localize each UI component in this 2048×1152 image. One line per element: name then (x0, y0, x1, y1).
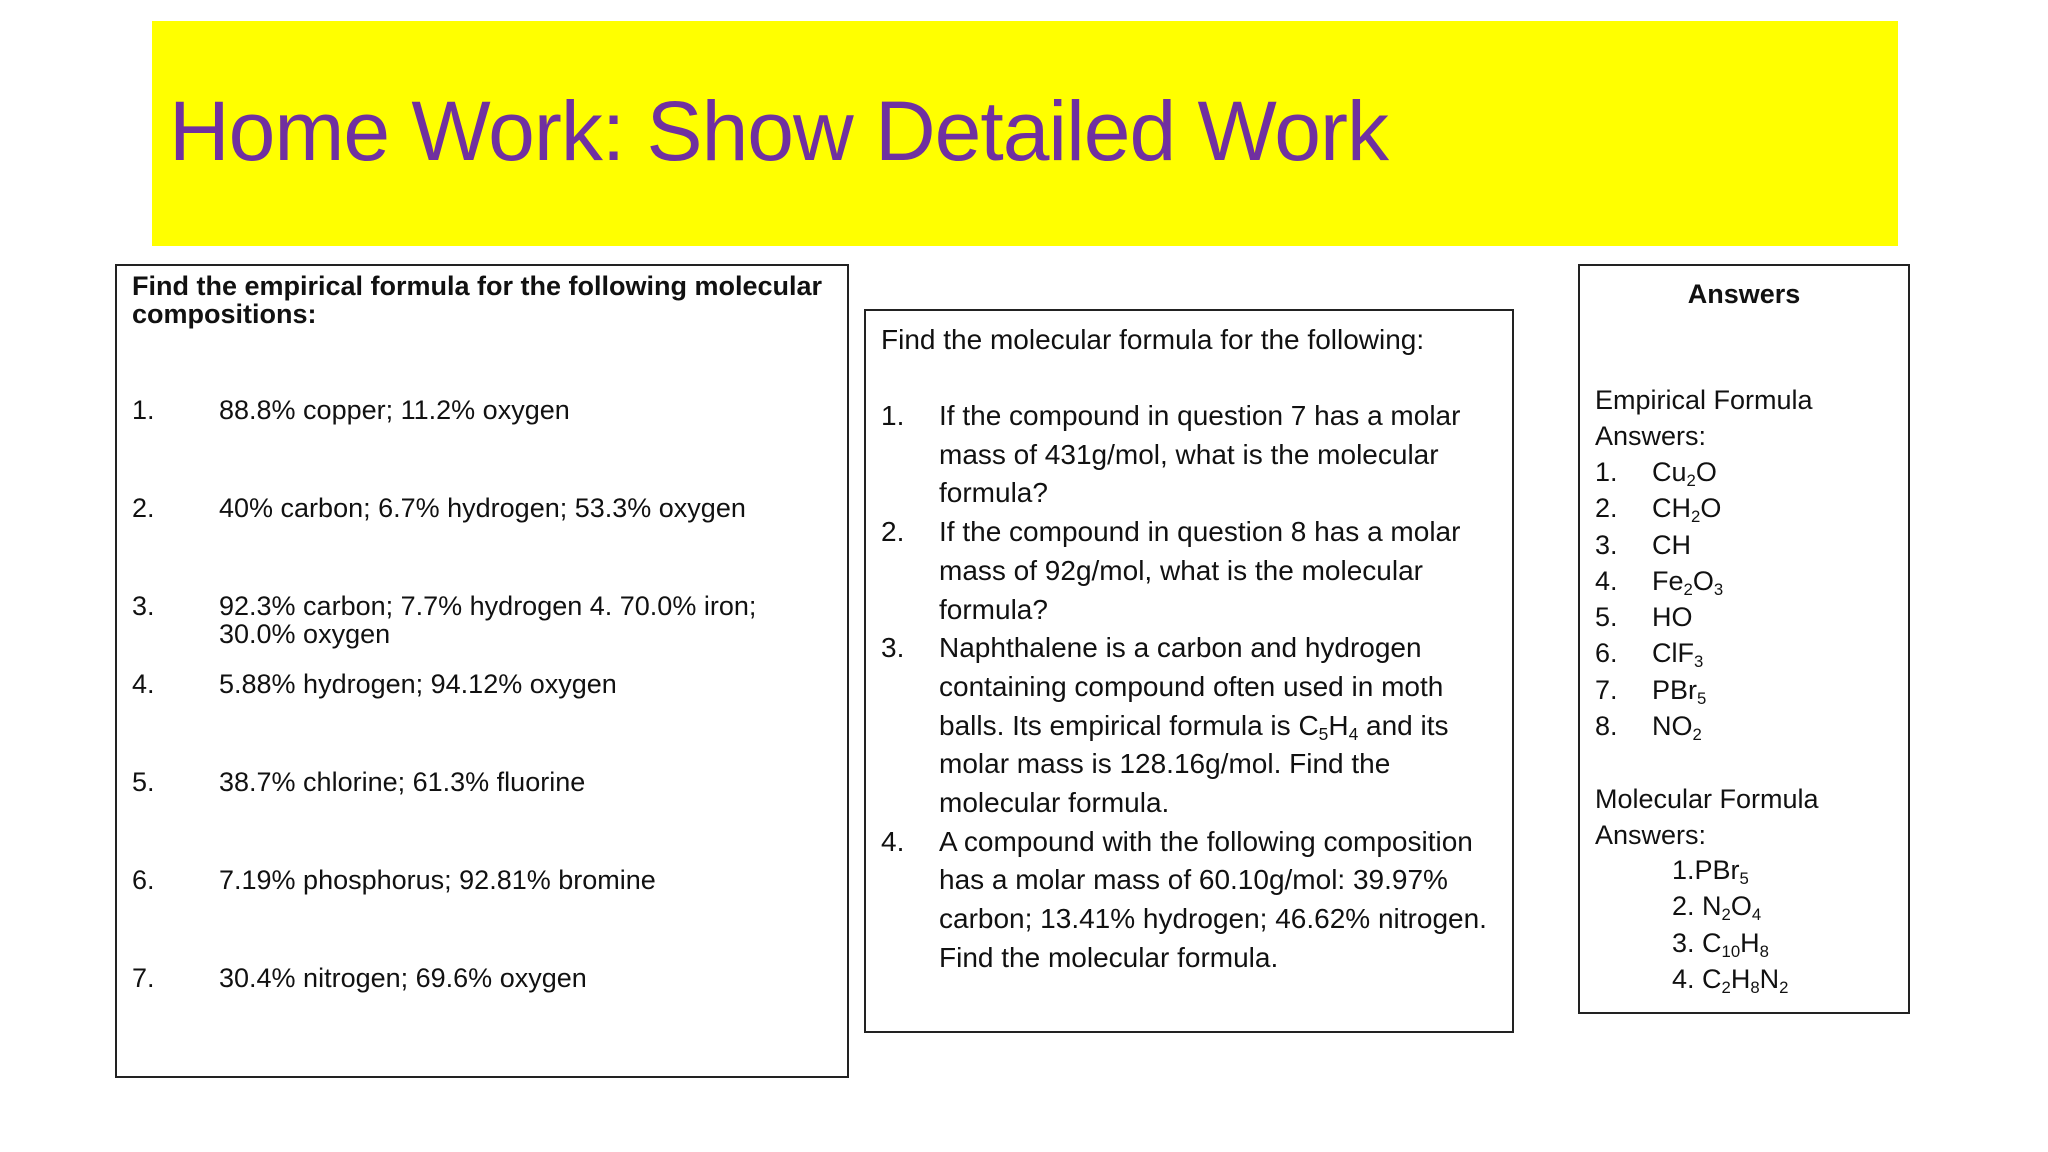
molecular-questions-box (864, 309, 1514, 1033)
molecular-heading: Find the molecular formula for the following: (881, 324, 1425, 355)
list-item (1595, 527, 1723, 563)
chemical-formula: $C_5H_4$ (1298, 709, 1359, 744)
item-number: 7. (1595, 674, 1618, 705)
item-number: 5. (1595, 602, 1618, 633)
item-text: 30.4% nitrogen; 69.6% oxygen (219, 963, 587, 993)
chemical-formula: $CH_2O$ (1652, 493, 1722, 527)
item-number: 4. (1672, 963, 1703, 994)
item-number: 4. (132, 669, 155, 699)
empirical-heading: Find the empirical formula for the following molecular compositions: (132, 271, 823, 329)
list-item (1672, 888, 1788, 924)
item-number: 5. (132, 767, 155, 797)
item-number: 8. (1595, 711, 1618, 742)
molecular-answers-label: Molecular Formula Answers: (1595, 784, 1819, 850)
item-text: If the compound in question 7 has a molar mass of 431g/mol, what is the molecular formula? (939, 400, 1461, 509)
chemical-formula: $C_{10}H_8$ (1702, 927, 1769, 961)
item-number: 3. (1595, 529, 1618, 560)
molecular-question-list (881, 397, 1501, 978)
item-text: 5.88% hydrogen; 94.12% oxygen (219, 669, 617, 699)
list-item (881, 629, 1501, 823)
item-number: 4. (881, 825, 905, 857)
answers-title: Answers (1687, 279, 1801, 309)
item-number: 3. (881, 632, 905, 664)
empirical-questions-box (115, 264, 849, 1078)
item-text: 40% carbon; 6.7% hydrogen; 53.3% oxygen (219, 493, 746, 523)
chemical-formula: $C_2H_8N_2$ (1702, 963, 1789, 997)
list-item (1672, 852, 1788, 888)
item-number: 1. (1595, 457, 1618, 487)
item-number: 6. (1595, 638, 1618, 669)
item-number: 6. (132, 865, 155, 895)
item-number: 1. (1672, 855, 1695, 885)
empirical-answer-list (1595, 454, 1723, 744)
list-item (1595, 635, 1723, 671)
page-title: Home Work: Show Detailed Work (169, 84, 1388, 178)
chemical-formula: $NO_2$ (1652, 711, 1702, 745)
answers-box (1578, 264, 1910, 1014)
item-number: 2. (1672, 891, 1703, 922)
list-item (1672, 925, 1788, 961)
item-text: Naphthalene is a carbon and hydrogen containing compound often used in moth balls. Its empirical formula is (939, 632, 1444, 741)
list-item (881, 513, 1501, 629)
list-item (1595, 599, 1723, 635)
item-number: 1. (881, 400, 905, 431)
item-number: 2. (1595, 493, 1618, 524)
item-number: 4. (1595, 565, 1618, 596)
list-item (881, 823, 1501, 978)
list-item (1595, 563, 1723, 599)
molecular-answer-list (1672, 852, 1788, 997)
item-text: If the compound in question 8 has a molar mass of 92g/mol, what is the molecular formula? (939, 516, 1461, 625)
item-number: 2. (132, 493, 155, 523)
chemical-formula: $Fe_2O_3$ (1652, 565, 1724, 599)
chemical-formula: $N_2O_4$ (1702, 891, 1762, 925)
item-text: 7.19% phosphorus; 92.81% bromine (219, 865, 656, 895)
chemical-formula: HO (1652, 602, 1693, 633)
item-number: 1. (132, 395, 155, 425)
list-item (881, 397, 1501, 513)
chemical-formula: PBr$_5$ (1652, 674, 1707, 708)
item-number: 3. (1672, 927, 1703, 958)
list-item (1672, 961, 1788, 997)
item-number: 2. (881, 516, 905, 548)
empirical-answers-label: Empirical Formula Answers: (1595, 385, 1813, 451)
chemical-formula: CH (1652, 529, 1691, 560)
list-item (1595, 672, 1723, 708)
item-text: A compound with the following composition has a molar mass of 60.10g/mol: 39.97% carbon; 13.41% hydrogen; 46.62% nitrogen. Find the molecular formula. (939, 825, 1487, 973)
list-item (1595, 490, 1723, 526)
chemical-formula: $Cu_2O$ (1652, 457, 1717, 491)
chemical-formula: ClF$_3$ (1652, 638, 1704, 672)
item-text: and its molar mass is 128.16g/mol. Find the molecular formula. (939, 709, 1449, 819)
list-item (1595, 708, 1723, 744)
item-number: 3. (132, 591, 155, 621)
item-text: 88.8% copper; 11.2% oxygen (219, 395, 570, 425)
item-text: 38.7% chlorine; 61.3% fluorine (219, 767, 586, 797)
item-number: 7. (132, 963, 155, 993)
title-banner (152, 21, 1898, 246)
list-item (1595, 454, 1723, 490)
chemical-formula: PBr$_5$ (1694, 855, 1749, 889)
item-text: 92.3% carbon; 7.7% hydrogen 4. 70.0% iron; 30.0% oxygen (219, 591, 757, 649)
